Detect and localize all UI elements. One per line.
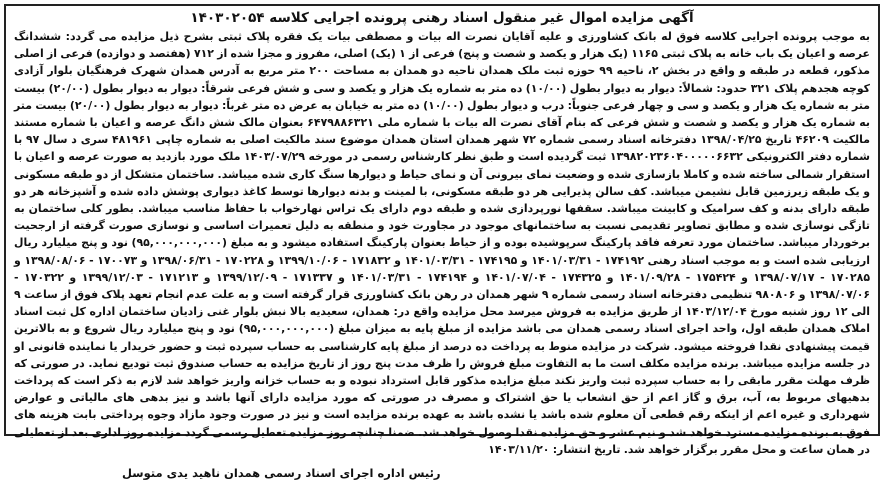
notice-body: [14, 28, 870, 458]
notice-title: آگهی مزایده اموال غیر منقول اسناد رهنی پرونده اجرایی کلاسه ۱۴۰۳۰۲۰۵۴: [190, 10, 694, 26]
notice-signature: رئیس اداره اجرای اسناد رسمی همدان ناهید یدی متوسل: [122, 466, 441, 481]
auction-notice: [4, 4, 880, 481]
notice-paragraph: به موجب پرونده اجرایی کلاسه فوق له بانک کشاورزی و علیه آقایان نصرت اله بیات و مصطفی بیات یک فقره پلاک ثبتی بشرح ذیل مزایده می گردد: ششدانگ عرصه و اعیان یک باب خانه به پلاک ثبتی ۱۱۶۵ (یک هزار و یکصد و شصت و پنج) فرعی از ۱ (یک) اصلی، مفروز و مجزا شده از ۷۱۲ (هفتصد و دوازده) فرعی از اصلی مذکور، قطعه در طبقه و واقع در بخش ۲، ناحیه ۹۹ حوزه ثبت ملک همدان ناحیه دو همدان به مساحت ۲۰۰ متر مربع به آدرس همدان شهرک فرهنگیان بلوار آزادی کوچه هجدهم پلاک ۳۲۱ حدود: شمالاً: دیوار به دیوار بطول (۱۰/۰۰) ده متر به شماره یک هزار و یکصد و سی و شش فرعی شرقاً: دیوار به دیوار بطول (۲۰/۰۰) بیست متر به شماره یک هزار و یکصد و سی و چهار فرعی جنوباً: درب و دیوار بطول (۱۰/۰۰) ده متر به خیابان به عرض ده متر غرباً: دیوار به دیوار بطول (۲۰/۰۰) بیست متر به شماره یک هزار و یکصد و شصت و شش فرعی که بنام آقای نصرت اله بیات با شماره ملی ۶۴۷۹۸۸۶۳۲۱ بعنوان مالک شش دانگ عرصه و اعیان با شماره مستند مالکیت ۴۶۲۰۹ تاریخ ۱۳۹۸/۰۴/۲۵ دفترخانه اسناد رسمی شماره ۷۲ شهر همدان استان همدان موضوع سند مالکیت اصلی به شماره چاپی ۴۸۱۹۶۱ سری د سال ۹۷ با شماره دفتر الکترونیکی ۱۳۹۸۲۰۲۳۶۰۴۰۰۰۰۰۶۶۳۲ ثبت گردیده است و طبق نظر کارشناس رسمی در مورخه ۱۴۰۳/۰۷/۲۹ ملک مورد بازدید به صورت عرصه و اعیان با استقرار شمالی ساخته شده و کاملا بازسازی شده و وضعیت نمای بیرونی آن و نمای حیاط و دیوارها سنگ کاری شده میباشد. ساختمان متشکل از دو طبقه مسکونی و یک طبقه زیرزمین قابل نشیمن میباشد. کف سالن پذیرایی هر دو طبقه مسکونی، با لمینت و بدنه دیوارها توسط کاغذ دیواری پوشش داده شده و آشپزخانه هر دو طبقه دارای بدنه و کف سرامیک و کابینت میباشد. سقفها نورپردازی شده و طبقه دوم دارای یک تراس نهارخواب با حفاظ مناسب میباشد. بطور کلی ساختمان به تازگی نوسازی شده و مطابق تصاویر تقدیمی نسبت به ساختمانهای موجود در مجاورت خود و منطقه به دلیل تعمیرات اساسی و نوسازی صورت گرفته از ارجحیت برخوردار میباشد. ساختمان مورد تعرفه فاقد پارکینگ سرپوشیده بوده و از حیاط بعنوان پارکینگ استفاده میشود و به مبلغ (۹۵,۰۰۰,۰۰۰,۰۰۰) نود و پنج میلیارد ریال ارزیابی شده است و به موجب اسناد رهنی ۱۷۴۱۹۲ - ۱۴۰۱/۰۳/۳۱ و ۱۷۴۱۹۵ - ۱۴۰۱/۰۳/۳۱ و ۱۷۱۸۳۲ - ۱۳۹۹/۱۰/۰۶ و ۱۷۰۲۲۸ - ۱۳۹۸/۰۶/۳۱ و ۱۷۰۰۷۳ - ۱۳۹۸/۰۸/۰۶ و ۱۷۰۲۸۵ - ۱۳۹۸/۰۷/۱۷ و ۱۷۵۴۲۴ - ۱۴۰۱/۰۹/۲۸ و ۱۷۴۳۲۵ - ۱۴۰۱/۰۷/۰۴ و ۱۷۴۱۹۴ - ۱۴۰۱/۰۳/۳۱ و ۱۷۱۳۳۷ - ۱۳۹۹/۱۲/۰۹ و ۱۷۱۲۱۳ - ۱۳۹۹/۱۲/۰۳ و ۱۷۰۳۲۲ - ۱۳۹۸/۰۷/۰۶ و ۹۸۰۸۰۶ تنظیمی دفترخانه اسناد رسمی شماره ۹ شهر همدان در رهن بانک کشاورزی قرار گرفته است و به علت عدم انجام تعهد پلاک فوق از ساعت ۹ الی ۱۲ روز شنبه مورخ ۱۴۰۳/۱۲/۰۴ از طریق مزایده به فروش میرسد محل مزایده واقع در: همدان، سعیدیه بالا نبش بلوار غنی زادیان ساختمان اداره کل ثبت اسناد املاک همدان طبقه اول، واحد اجرای اسناد رسمی همدان می باشد مزایده از مبلغ پایه به میزان مبلغ (۹۵,۰۰۰,۰۰۰,۰۰۰) نود و پنج میلیارد ریال شروع و به بالاترین قیمت پیشنهادی نقدا فروخته میشود. شرکت در مزایده منوط به پرداخت ده درصد از مبلغ پایه کارشناسی به حساب سپرده ثبت و حضور خریدار یا نماینده قانونی او در جلسه مزایده میباشد. برنده مزایده مکلف است ما به التفاوت مبلغ فروش را ظرف مدت پنج روز از تاریخ مزایده به حساب صندوق ثبت تودیع نماید. در صورتی که ظرف مهلت مقرر مابقی را به حساب سپرده ثبت واریز نکند مبلغ مزایده مذکور قابل استرداد نبوده و به حساب خزانه واریز خواهد شد لازم به ذکر است که پرداخت بدهیهای مربوط به، آب، برق و گاز اعم از حق انشعاب یا حق اشتراک و مصرف در صورتی که مورد مزایده دارای آنها باشد و نیز بدهی های مالیاتی و عوارض شهرداری و غیره اعم از اینکه رقم قطعی آن معلوم شده باشد یا نشده باشد به عهده برنده مزایده است و نیز در صورت وجود مازاد وجوه پرداختی بابت هزینه های فوق به برنده مزایده مسترد خواهد شد و نیم عشر و حق مزایده نقدا وصول خواهد شد. ضمنا چنانچه روز مزایده تعطیل رسمی گردد مزایده روز اداری بعد از تعطیلی در همان ساعت و محل مقرر برگزار خواهد شد. تاریخ انتشار: ۱۴۰۳/۱۱/۲۰: [14, 30, 871, 456]
